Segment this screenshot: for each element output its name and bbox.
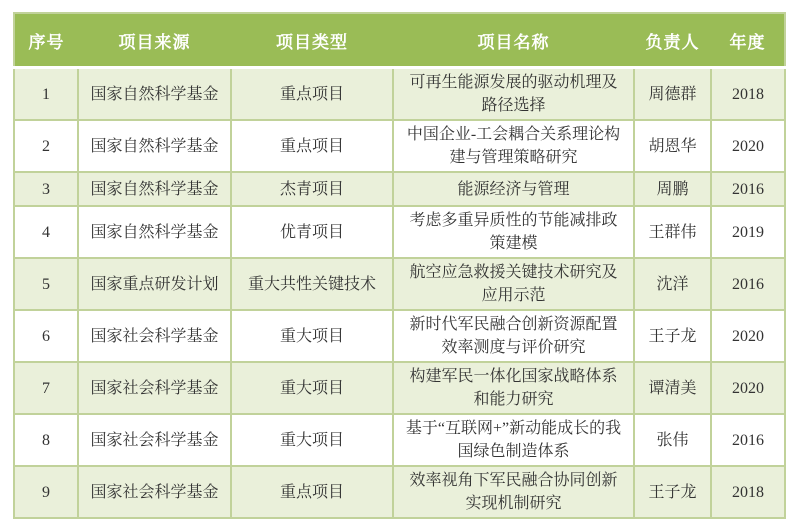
- cell-source: 国家社会科学基金: [78, 466, 231, 518]
- header-cell-source: 项目来源: [78, 13, 231, 68]
- cell-leader: 谭清美: [634, 362, 711, 414]
- projects-table-container: [13, 12, 786, 519]
- header-cell-serial: 序号: [14, 13, 78, 68]
- cell-type: 杰青项目: [231, 172, 393, 206]
- header-cell-year: 年度: [711, 13, 785, 68]
- cell-year: 2020: [711, 362, 785, 414]
- cell-year: 2016: [711, 414, 785, 466]
- cell-type: 重点项目: [231, 120, 393, 172]
- cell-source: 国家社会科学基金: [78, 310, 231, 362]
- cell-serial: 5: [14, 258, 78, 310]
- table-row: [14, 362, 785, 414]
- cell-name: 航空应急救援关键技术研究及应用示范: [393, 258, 634, 310]
- cell-leader: 王群伟: [634, 206, 711, 258]
- cell-type: 重大项目: [231, 362, 393, 414]
- cell-type: 重点项目: [231, 466, 393, 518]
- header-cell-type: 项目类型: [231, 13, 393, 68]
- cell-year: 2019: [711, 206, 785, 258]
- cell-year: 2020: [711, 310, 785, 362]
- cell-year: 2016: [711, 172, 785, 206]
- cell-name: 考虑多重异质性的节能减排政策建模: [393, 206, 634, 258]
- cell-source: 国家社会科学基金: [78, 414, 231, 466]
- cell-serial: 3: [14, 172, 78, 206]
- cell-leader: 周德群: [634, 68, 711, 121]
- header-cell-name: 项目名称: [393, 13, 634, 68]
- cell-type: 优青项目: [231, 206, 393, 258]
- table-row: [14, 206, 785, 258]
- table-header-row: [14, 13, 785, 68]
- cell-source: 国家自然科学基金: [78, 68, 231, 121]
- cell-year: 2018: [711, 466, 785, 518]
- cell-serial: 4: [14, 206, 78, 258]
- table-row: [14, 120, 785, 172]
- cell-year: 2020: [711, 120, 785, 172]
- cell-leader: 胡恩华: [634, 120, 711, 172]
- cell-year: 2018: [711, 68, 785, 121]
- cell-type: 重大项目: [231, 310, 393, 362]
- table-row: [14, 310, 785, 362]
- cell-serial: 2: [14, 120, 78, 172]
- table-row: [14, 172, 785, 206]
- cell-leader: 王子龙: [634, 310, 711, 362]
- cell-name: 中国企业-工会耦合关系理论构建与管理策略研究: [393, 120, 634, 172]
- cell-name: 新时代军民融合创新资源配置效率测度与评价研究: [393, 310, 634, 362]
- cell-leader: 周鹏: [634, 172, 711, 206]
- cell-name: 可再生能源发展的驱动机理及路径选择: [393, 68, 634, 121]
- cell-name: 能源经济与管理: [393, 172, 634, 206]
- cell-serial: 7: [14, 362, 78, 414]
- cell-source: 国家自然科学基金: [78, 172, 231, 206]
- cell-name: 效率视角下军民融合协同创新实现机制研究: [393, 466, 634, 518]
- cell-name: 构建军民一体化国家战略体系和能力研究: [393, 362, 634, 414]
- cell-year: 2016: [711, 258, 785, 310]
- cell-leader: 王子龙: [634, 466, 711, 518]
- cell-serial: 1: [14, 68, 78, 121]
- cell-name: 基于“互联网+”新动能成长的我国绿色制造体系: [393, 414, 634, 466]
- cell-source: 国家自然科学基金: [78, 120, 231, 172]
- cell-serial: 6: [14, 310, 78, 362]
- cell-leader: 沈洋: [634, 258, 711, 310]
- table-row: [14, 414, 785, 466]
- table-row: [14, 466, 785, 518]
- projects-table: [13, 12, 786, 519]
- cell-source: 国家社会科学基金: [78, 362, 231, 414]
- cell-type: 重大共性关键技术: [231, 258, 393, 310]
- table-row: [14, 258, 785, 310]
- cell-type: 重大项目: [231, 414, 393, 466]
- table-row: [14, 68, 785, 121]
- header-cell-leader: 负责人: [634, 13, 711, 68]
- cell-leader: 张伟: [634, 414, 711, 466]
- cell-serial: 8: [14, 414, 78, 466]
- cell-source: 国家重点研发计划: [78, 258, 231, 310]
- cell-serial: 9: [14, 466, 78, 518]
- cell-type: 重点项目: [231, 68, 393, 121]
- cell-source: 国家自然科学基金: [78, 206, 231, 258]
